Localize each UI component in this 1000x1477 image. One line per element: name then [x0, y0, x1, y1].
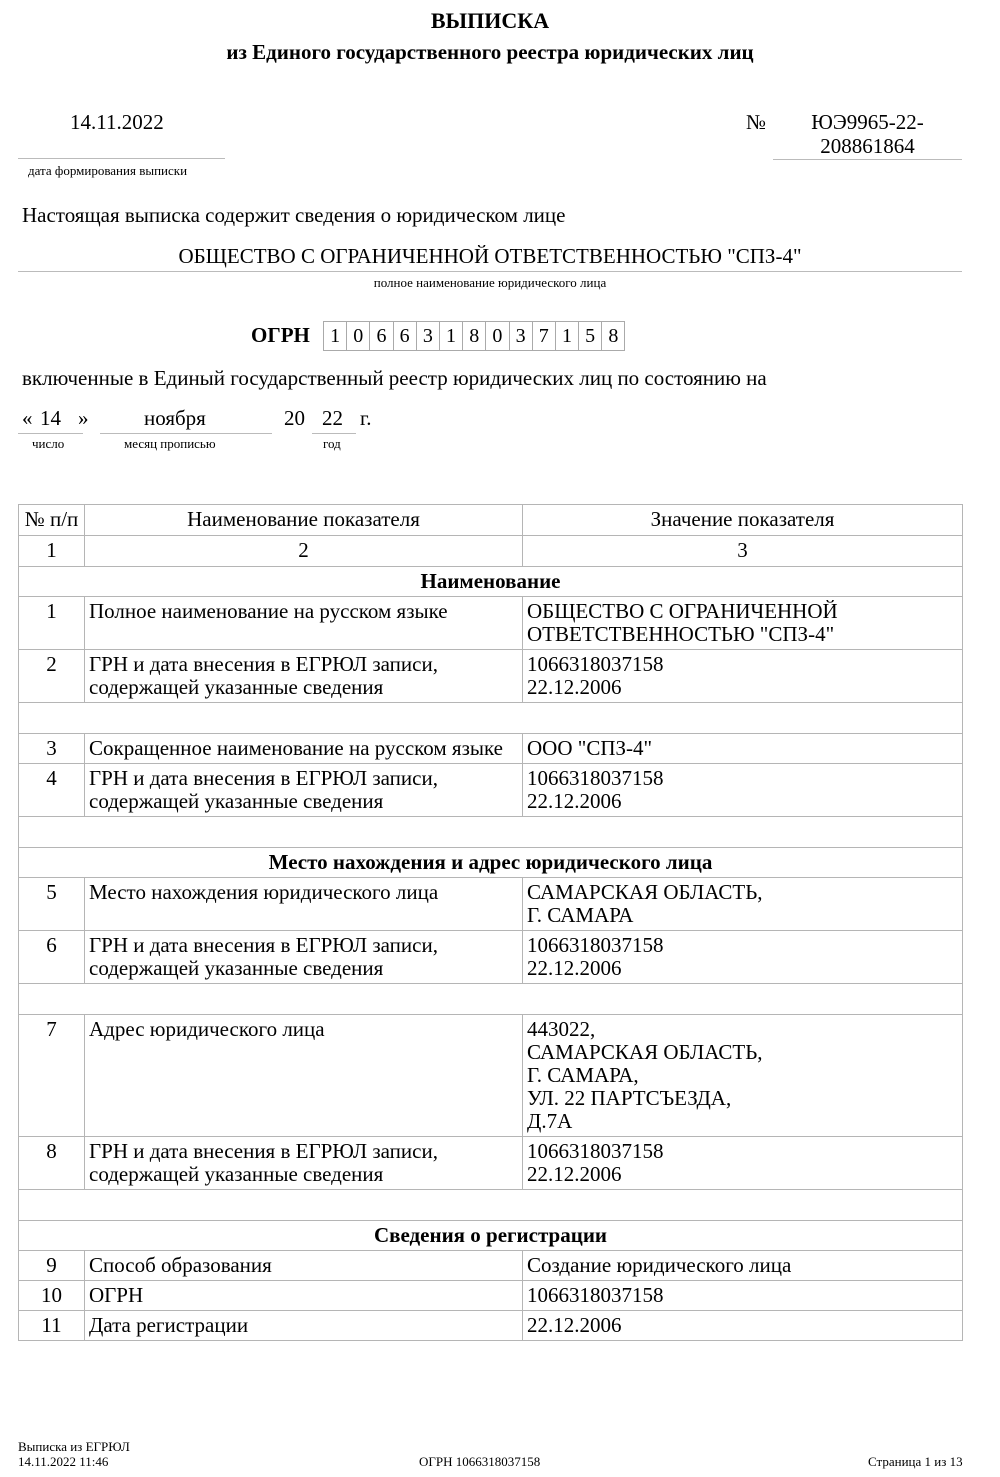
spacer-row [19, 817, 963, 848]
footer-page-number: Страница 1 из 13 [868, 1454, 963, 1469]
value-line: ОТВЕТСТВЕННОСТЬЮ "СПЗ-4" [527, 622, 835, 646]
spacer-row [19, 984, 963, 1015]
table-row [19, 1015, 963, 1137]
indicator-name: Дата регистрации [85, 1311, 523, 1341]
value-line: ОБЩЕСТВО С ОГРАНИЧЕННОЙ [527, 599, 838, 623]
value-line: 1066318037158 [527, 1283, 664, 1307]
name-underline [18, 271, 962, 272]
ogrn-digit: 0 [485, 321, 509, 351]
value-line: ООО "СПЗ-4" [527, 736, 653, 760]
ogrn-label: ОГРН [251, 323, 310, 347]
ogrn-digit: 1 [323, 321, 347, 351]
name-caption: полное наименование юридического лица [373, 275, 607, 290]
number-sign: № [746, 110, 767, 134]
row-number: 11 [19, 1311, 85, 1341]
registry-table [18, 504, 963, 1341]
table-row [19, 597, 963, 650]
value-line: Д.7А [527, 1109, 573, 1133]
year-caption: год [323, 436, 341, 451]
date-caption: дата формирования выписки [28, 163, 188, 178]
value-line: 1066318037158 [527, 1139, 664, 1163]
ogrn-digit: 1 [439, 321, 463, 351]
table-row [19, 1281, 963, 1311]
indicator-value [523, 931, 963, 984]
as-of-day: 14 [40, 406, 61, 430]
indicator-name: ГРН и дата внесения в ЕГРЮЛ записи, содержащей указанные сведения [85, 931, 523, 984]
value-line: 22.12.2006 [527, 789, 622, 813]
table-row [19, 1251, 963, 1281]
ogrn-digit: 8 [462, 321, 486, 351]
indicator-value [523, 650, 963, 703]
row-number: 5 [19, 878, 85, 931]
ogrn-digit: 3 [416, 321, 440, 351]
row-number: 3 [19, 734, 85, 764]
column-number-cell: 2 [85, 536, 523, 567]
as-of-month: ноября [144, 406, 206, 430]
spacer-row [19, 703, 963, 734]
value-line: 22.12.2006 [527, 956, 622, 980]
indicator-value [523, 1251, 963, 1281]
table-row [19, 764, 963, 817]
section-title: Наименование [19, 567, 963, 597]
ogrn-digit: 8 [601, 321, 625, 351]
spacer-cell [19, 984, 963, 1015]
indicator-value [523, 734, 963, 764]
indicator-name: Полное наименование на русском языке [85, 597, 523, 650]
ogrn-digit: 3 [509, 321, 533, 351]
indicator-name: Адрес юридического лица [85, 1015, 523, 1137]
month-caption: месяц прописью [124, 436, 216, 451]
section-row [19, 567, 963, 597]
header-cell: Наименование показателя [85, 505, 523, 536]
table-row [19, 931, 963, 984]
footer-doc-name: Выписка из ЕГРЮЛ [18, 1439, 130, 1454]
indicator-value [523, 597, 963, 650]
value-line: САМАРСКАЯ ОБЛАСТЬ, [527, 880, 763, 904]
indicator-name: ОГРН [85, 1281, 523, 1311]
value-line: 1066318037158 [527, 652, 664, 676]
indicator-name: ГРН и дата внесения в ЕГРЮЛ записи, содержащей указанные сведения [85, 650, 523, 703]
indicator-name: Способ образования [85, 1251, 523, 1281]
day-underline [18, 433, 83, 434]
generation-date: 14.11.2022 [70, 110, 164, 134]
extract-number: ЮЭ9965-22-208861864 [811, 110, 924, 158]
value-line: САМАРСКАЯ ОБЛАСТЬ, [527, 1040, 763, 1064]
ogrn-digit: 7 [532, 321, 556, 351]
row-number: 1 [19, 597, 85, 650]
value-line: 1066318037158 [527, 933, 664, 957]
table-row [19, 650, 963, 703]
table-row [19, 1311, 963, 1341]
ogrn-digit: 6 [369, 321, 393, 351]
year-underline [312, 433, 356, 434]
value-line: 22.12.2006 [527, 675, 622, 699]
section-title: Сведения о регистрации [19, 1221, 963, 1251]
intro-text: Настоящая выписка содержит сведения о юридическом лице [22, 203, 566, 227]
value-line: Г. САМАРА, [527, 1063, 639, 1087]
spacer-row [19, 1190, 963, 1221]
value-line: Создание юридического лица [527, 1253, 792, 1277]
indicator-name: Место нахождения юридического лица [85, 878, 523, 931]
value-line: 1066318037158 [527, 766, 664, 790]
close-quote: » [78, 406, 89, 430]
row-number: 2 [19, 650, 85, 703]
column-number-row [19, 536, 963, 567]
row-number: 7 [19, 1015, 85, 1137]
spacer-cell [19, 1190, 963, 1221]
column-number-cell: 1 [19, 536, 85, 567]
row-number: 4 [19, 764, 85, 817]
ogrn-digit: 1 [555, 321, 579, 351]
indicator-name: ГРН и дата внесения в ЕГРЮЛ записи, содержащей указанные сведения [85, 764, 523, 817]
row-number: 8 [19, 1137, 85, 1190]
entity-full-name: ОБЩЕСТВО С ОГРАНИЧЕННОЙ ОТВЕТСТВЕННОСТЬЮ "СПЗ-4" [178, 244, 802, 268]
indicator-value [523, 764, 963, 817]
open-quote: « [22, 406, 33, 430]
footer-timestamp: 14.11.2022 11:46 [18, 1454, 109, 1469]
indicator-name: ГРН и дата внесения в ЕГРЮЛ записи, содержащей указанные сведения [85, 1137, 523, 1190]
row-number: 10 [19, 1281, 85, 1311]
spacer-cell [19, 703, 963, 734]
value-line: 443022, [527, 1017, 596, 1041]
document-subtitle: из Единого государственного реестра юридических лиц [226, 40, 754, 64]
header-cell: № п/п [19, 505, 85, 536]
indicator-name: Сокращенное наименование на русском языке [85, 734, 523, 764]
column-number-cell: 3 [523, 536, 963, 567]
table-row [19, 734, 963, 764]
indicator-value [523, 1281, 963, 1311]
value-line: 22.12.2006 [527, 1313, 622, 1337]
row-number: 6 [19, 931, 85, 984]
footer-ogrn: ОГРН 1066318037158 [419, 1454, 541, 1469]
ogrn-digit-boxes [324, 321, 625, 351]
as-of-century: 20 [284, 406, 305, 430]
value-line: 22.12.2006 [527, 1162, 622, 1186]
ogrn-digit: 5 [578, 321, 602, 351]
table-row [19, 1137, 963, 1190]
header-cell: Значение показателя [523, 505, 963, 536]
spacer-cell [19, 817, 963, 848]
value-line: УЛ. 22 ПАРТСЪЕЗДА, [527, 1086, 732, 1110]
indicator-value [523, 1311, 963, 1341]
value-line: Г. САМАРА [527, 903, 634, 927]
number-underline [773, 159, 962, 160]
ogrn-digit: 0 [346, 321, 370, 351]
indicator-value [523, 1137, 963, 1190]
included-text: включенные в Единый государственный реестр юридических лиц по состоянию на [22, 366, 767, 390]
month-underline [100, 433, 272, 434]
indicator-value [523, 1015, 963, 1137]
document-title: ВЫПИСКА [430, 8, 550, 33]
section-row [19, 848, 963, 878]
row-number: 9 [19, 1251, 85, 1281]
indicator-value [523, 878, 963, 931]
section-title: Место нахождения и адрес юридического лица [19, 848, 963, 878]
as-of-year: 22 [322, 406, 343, 430]
table-row [19, 878, 963, 931]
ogrn-digit: 6 [393, 321, 417, 351]
table-header-row [19, 505, 963, 536]
section-row [19, 1221, 963, 1251]
day-caption: число [32, 436, 65, 451]
date-underline [18, 158, 225, 159]
year-suffix: г. [360, 406, 372, 430]
